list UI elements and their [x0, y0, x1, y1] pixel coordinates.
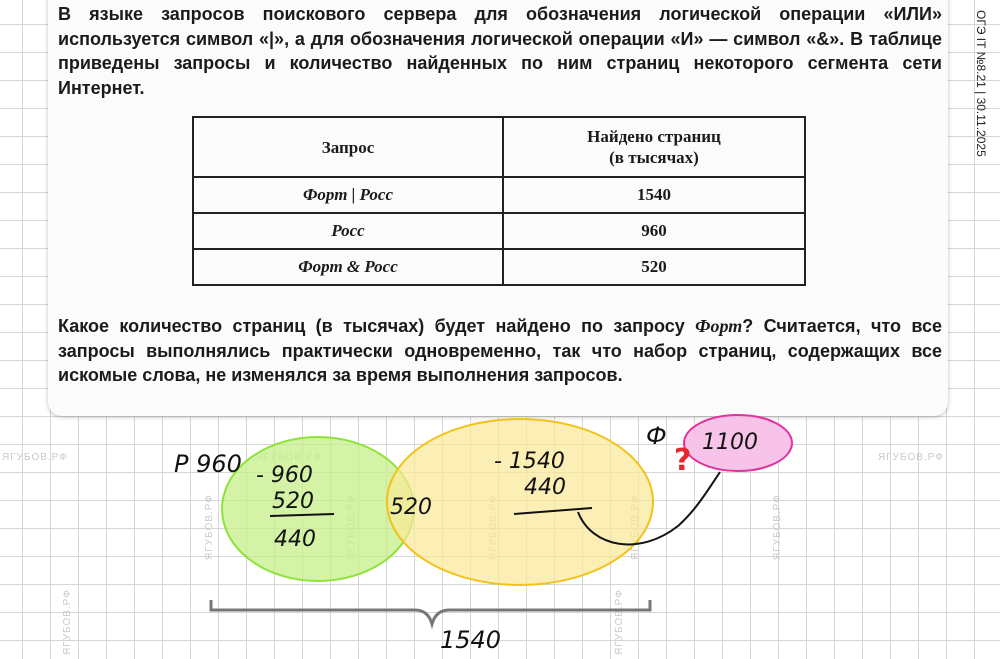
header-count-line1: Найдено страниц — [587, 127, 721, 146]
side-label-text: ОГЭ IT №8.21 | 30.11.2025 — [974, 10, 988, 157]
right-calc-line1: - 1540 — [494, 449, 565, 474]
watermark: ЯГУБОВ.РФ — [772, 494, 783, 560]
question-term: Форт — [695, 316, 743, 336]
left-label: Р 960 — [174, 450, 242, 478]
green-circle — [222, 437, 414, 581]
pink-answer: 1100 — [702, 430, 758, 455]
watermark: ЯГУБОВ.РФ — [2, 452, 68, 463]
header-count-line2: (в тысячах) — [609, 148, 699, 167]
question-text-a: Какое количество страниц (в тысячах) будет найдено по запросу — [58, 316, 696, 336]
left-calc-line1: - 960 — [256, 463, 313, 488]
watermark: ЯГУБОВ.РФ — [204, 494, 215, 560]
question-mark: ? — [674, 443, 692, 478]
query-cell: Росс — [193, 213, 503, 249]
watermark: ЯГУБОВ.РФ — [62, 589, 73, 655]
header-query: Запрос — [193, 117, 503, 177]
count-cell: 960 — [503, 213, 805, 249]
question-text-b: ? Считается, что все запросы выполнялись практически одновременно, так что набор страниц, содержащих все искомые слова, не изменялся за время выполнения запросов. — [58, 316, 942, 385]
query-cell: Форт & Росс — [193, 249, 503, 285]
top-right-label: Ф — [646, 422, 667, 450]
watermark: ЯГУБОВ.РФ — [878, 452, 944, 463]
brace-total: 1540 — [440, 626, 502, 654]
right-calc-line2: 440 — [524, 475, 566, 500]
problem-intro: В языке запросов поискового сервера для обозначения логической операции «ИЛИ» используется символ «|», а для обозначения логической операции «И» — символ «&». В таблице приведены запросы и количество найденных по ним страниц некоторого сегмента сети Интернет. — [58, 4, 942, 98]
left-calc-result: 440 — [274, 527, 316, 552]
watermark: ЯГУБОВ.РФ — [614, 589, 625, 655]
left-calc-line2: 520 — [272, 489, 314, 514]
query-cell: Форт | Росс — [193, 177, 503, 213]
middle-value: 520 — [390, 495, 432, 520]
count-cell: 520 — [503, 249, 805, 285]
brace — [211, 600, 650, 624]
count-cell: 1540 — [503, 177, 805, 213]
